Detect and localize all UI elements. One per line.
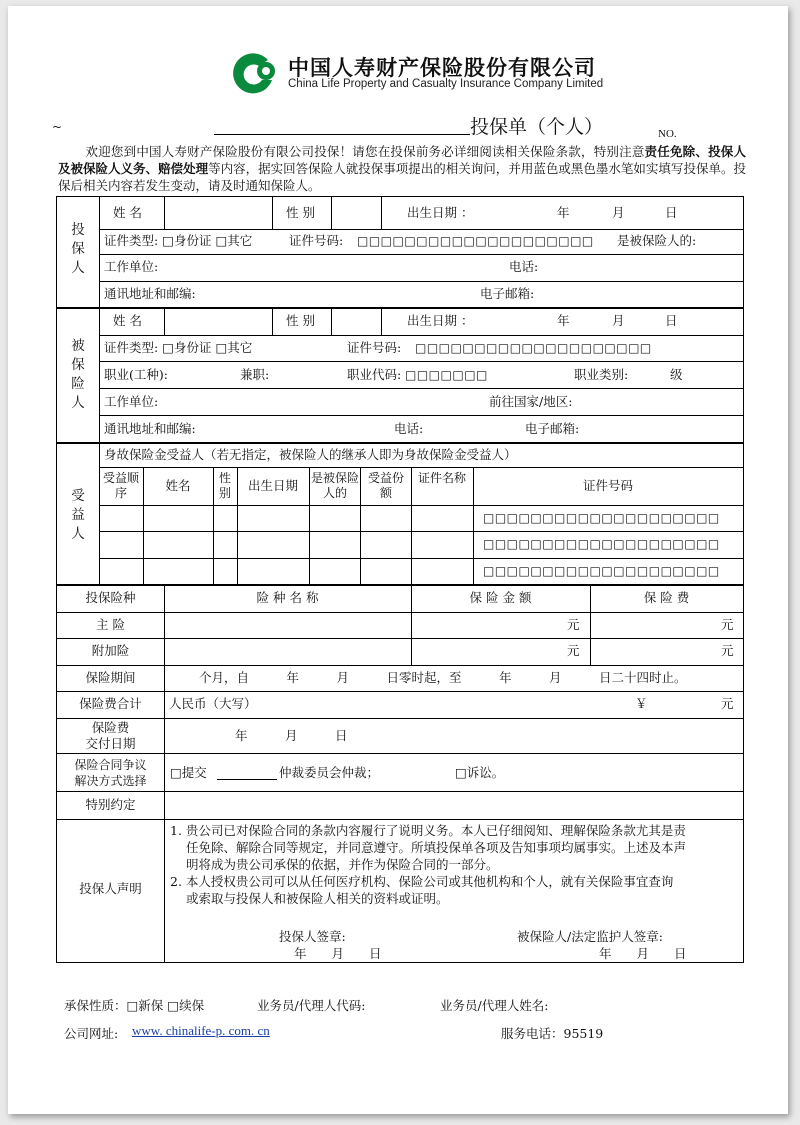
rider-premium-unit: 元 — [721, 643, 734, 658]
beneficiary-header-share: 受益份额 — [367, 471, 404, 500]
application-form-table — [56, 196, 744, 963]
applicant-birth-year: 年 — [557, 205, 570, 220]
declaration-label: 投保人声明 — [79, 881, 142, 896]
dispute-label-2: 解决方式选择 — [74, 774, 147, 788]
title-underline — [214, 134, 470, 135]
applicant-id-boxes: □□□□□□□□□□□□□□□□□□□□ — [357, 234, 594, 248]
payment-label-1: 保险费 — [91, 720, 130, 735]
premium-rmb-label: 人民币（大写） — [169, 696, 257, 711]
insured-signature-date: 年 月 日 — [599, 946, 687, 961]
coverage-type-header: 投保险种 — [85, 590, 136, 605]
period-label: 保险期间 — [85, 670, 136, 685]
logo-chinese-name: 中国人寿财产保险股份有限公司 — [288, 56, 596, 80]
applicant-id-type: 证件类型: □身份证 □其它 — [104, 233, 253, 248]
agent-code-label: 业务员/代理人代码: — [257, 998, 366, 1013]
applicant-work-label: 工作单位: — [104, 259, 159, 274]
premium-yen-sign: ￥ — [635, 696, 648, 711]
applicant-birth-month: 月 — [612, 205, 625, 220]
website-label: 公司网址: — [64, 1026, 119, 1041]
insured-name-label: 姓 名 — [113, 313, 142, 328]
arbitration-blank-line — [217, 779, 277, 780]
declaration-line-2: 任免除、解除合同等规定，并同意遵守。所填投保单各项及告知事项均属事实。上述及本声 — [186, 840, 687, 855]
beneficiary-row3-id-boxes: □□□□□□□□□□□□□□□□□□□□ — [483, 564, 720, 578]
insured-occupation-label: 职业(工种): — [104, 367, 168, 382]
service-phone: 服务电话：95519 — [501, 1026, 604, 1041]
premium-total-label: 保险费合计 — [79, 696, 142, 711]
applicant-email-label: 电子邮箱: — [480, 286, 535, 301]
applicant-section-label: 投 保 人 — [71, 222, 85, 276]
beneficiary-header-relation: 是被保险人的 — [311, 471, 360, 500]
insured-section-label: 被 保 险 人 — [71, 338, 85, 411]
agent-name-label: 业务员/代理人姓名: — [440, 998, 549, 1013]
company-logo — [230, 50, 660, 102]
intro-paragraph: 欢迎您到中国人寿财产保险股份有限公司投保！请您在投保前务必详细阅读相关保险条款，特别注意责任免除、投保人及被保险人义务、赔偿处理等内容，据实回答保险人就投保事项提出的相关询问，并用蓝色或黑色墨水笔如实填写投保单。投保后相关内容若发生变动，请及时通知保险人。 — [58, 144, 746, 193]
beneficiary-header-birth: 出生日期 — [247, 478, 298, 493]
insured-id-type: 证件类型: □身份证 □其它 — [104, 340, 253, 355]
special-agreement-label: 特别约定 — [85, 797, 136, 812]
dispute-option-litigation: □诉讼。 — [455, 765, 505, 780]
applicant-signature-date: 年 月 日 — [294, 946, 382, 961]
main-amount-unit: 元 — [567, 617, 580, 632]
document-page — [8, 6, 788, 1114]
beneficiary-header-id-type: 证件名称 — [417, 471, 466, 485]
insured-birth-month: 月 — [612, 313, 625, 328]
form-title: 投保单（个人） — [470, 116, 604, 138]
insured-destination-label: 前往国家/地区: — [489, 394, 573, 409]
premium-total-unit: 元 — [721, 696, 734, 711]
declaration-line-3: 明将成为贵公司承保的依据，并作为保险合同的一部分。 — [186, 857, 499, 872]
insured-address-label: 通讯地址和邮编: — [104, 421, 196, 436]
underwriting-nature: 承保性质：□新保 □续保 — [64, 998, 205, 1013]
beneficiary-header-order: 受益顺序 — [102, 471, 139, 500]
beneficiary-row2-id-boxes: □□□□□□□□□□□□□□□□□□□□ — [483, 537, 720, 551]
coverage-amount-header: 保 险 金 额 — [469, 590, 532, 605]
insured-gender-label: 性 别 — [286, 313, 315, 328]
applicant-id-no-label: 证件号码: — [289, 233, 344, 248]
beneficiary-note: 身故保险金受益人（若无指定，被保险人的继承人即为身故保险金受益人） — [104, 447, 517, 462]
declaration-line-1: 1. 贵公司已对保险合同的条款内容履行了说明义务。本人已仔细阅知、理解保险条款尤其是责 — [170, 823, 686, 838]
beneficiary-header-gender: 性别 — [218, 471, 231, 500]
beneficiary-row1-id-boxes: □□□□□□□□□□□□□□□□□□□□ — [483, 511, 720, 525]
insured-occ-code-boxes: □□□□□□□ — [405, 368, 488, 382]
applicant-signature-label: 投保人签章: — [279, 929, 346, 944]
intro-emphasis: 责任免除、投保人及被保险人义务、赔偿处理 — [58, 144, 746, 176]
insured-level-label: 级 — [670, 367, 683, 382]
applicant-gender-label: 性 别 — [286, 205, 315, 220]
applicant-relation-label: 是被保险人的: — [617, 233, 697, 248]
beneficiary-section-label: 受 益 人 — [71, 488, 85, 542]
payment-date: 年 月 日 — [235, 728, 348, 743]
form-number-label: NO. — [658, 128, 677, 140]
dispute-label-1: 保险合同争议 — [74, 758, 147, 772]
rider-amount-unit: 元 — [567, 643, 580, 658]
coverage-name-header: 险 种 名 称 — [256, 590, 319, 605]
declaration-line-5: 或索取与投保人和被保险人相关的资料或证明。 — [186, 891, 449, 906]
insured-birth-year: 年 — [557, 313, 570, 328]
insured-occ-class-label: 职业类别: — [574, 367, 629, 382]
dispute-option-arbitration: □提交 — [170, 765, 207, 780]
insured-id-no-label: 证件号码: — [347, 340, 402, 355]
coverage-premium-header: 保 险 费 — [643, 590, 690, 605]
beneficiary-header-name: 姓名 — [165, 478, 191, 493]
beneficiary-header-id-no: 证件号码 — [582, 478, 633, 493]
applicant-birth-label: 出生日期 ： — [407, 205, 474, 220]
applicant-address-label: 通讯地址和邮编: — [104, 286, 196, 301]
main-coverage-label: 主 险 — [96, 617, 125, 632]
payment-label-2: 交付日期 — [85, 736, 136, 751]
declaration-line-4: 2. 本人授权贵公司可以从任何医疗机构、保险公司或其他机构和个人，就有关保险事宜查询 — [170, 874, 674, 889]
applicant-name-label: 姓 名 — [113, 205, 142, 220]
tilde-mark: ~ — [52, 120, 63, 134]
company-logo-icon — [230, 50, 278, 98]
insured-id-boxes: □□□□□□□□□□□□□□□□□□□□ — [415, 341, 652, 355]
dispute-arbitration-committee: 仲裁委员会仲裁； — [279, 765, 380, 780]
rider-coverage-label: 附加险 — [91, 643, 130, 658]
applicant-birth-day: 日 — [665, 205, 678, 220]
applicant-phone-label: 电话: — [509, 259, 539, 274]
logo-english-name: China Life Property and Casualty Insurance Company Limited — [288, 78, 604, 90]
insured-birth-label: 出生日期 ： — [407, 313, 474, 328]
insured-work-label: 工作单位: — [104, 394, 159, 409]
main-premium-unit: 元 — [721, 617, 734, 632]
period-text: 个月，自 年 月 日零时起，至 年 月 日二十四时止。 — [199, 670, 687, 685]
insured-phone-label: 电话: — [394, 421, 424, 436]
insured-occ-code-label: 职业代码: — [347, 367, 402, 382]
insured-email-label: 电子邮箱: — [525, 421, 580, 436]
website-link[interactable]: www. chinalife-p. com. cn — [132, 1023, 270, 1038]
insured-birth-day: 日 — [665, 313, 678, 328]
insured-parttime-label: 兼职: — [240, 367, 270, 382]
insured-signature-label: 被保险人/法定监护人签章: — [517, 929, 663, 944]
